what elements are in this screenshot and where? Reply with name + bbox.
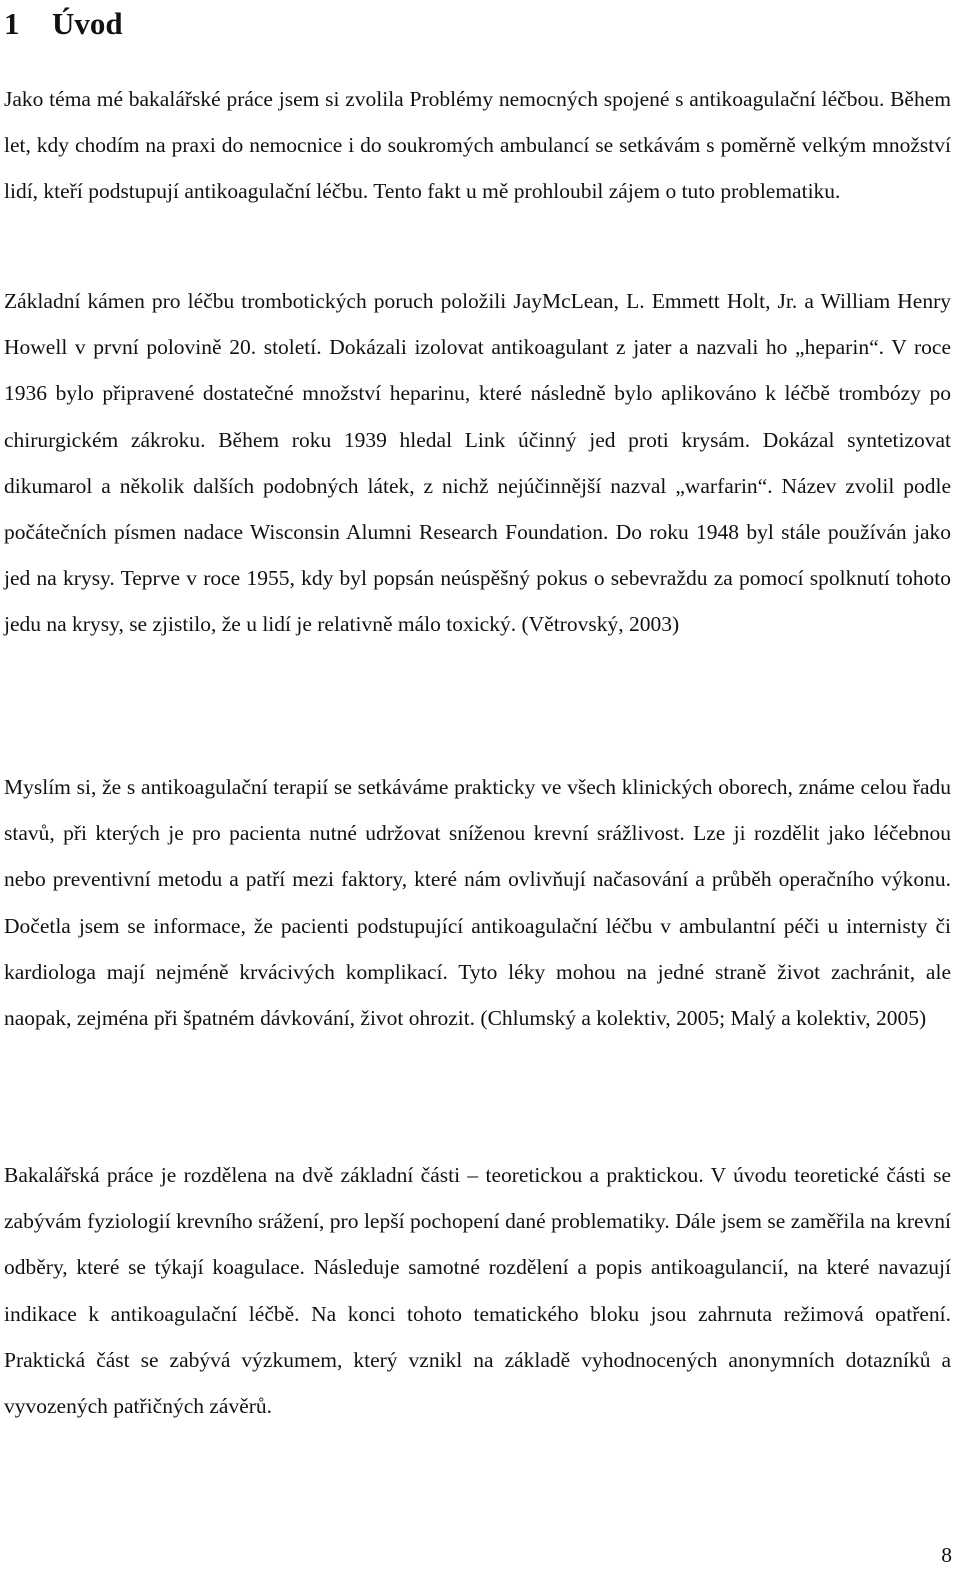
paragraph-clinical-relevance: Myslím si, že s antikoagulační terapií se setkáváme prakticky ve všech klinických oborech, známe celou řadu stavů, při kterých je pro pacienta nutné udržovat sníženou krevní srážlivost. Lze ji rozdělit jako léčebnou nebo preventivní metodu a patří mezi faktory, které nám ovlivňují načasování a průběh operačního výkonu. Dočetla jsem se informace, že pacienti podstupující antikoagulační léčbu v ambulantní péči u internisty či kardiologa mají nejméně krvácivých komplikací. Tyto léky mohou na jedné straně život zachránit, ale naopak, zejména při špatném dávkování, život ohrozit. (Chlumský a kolektiv, 2005; Malý a kolektiv, 2005) bbox=[4, 775, 951, 1031]
chapter-heading bbox=[4, 4, 123, 44]
paragraph-thesis-structure: Bakalářská práce je rozdělena na dvě základní části – teoretickou a praktickou. V úvodu teoretické části se zabývám fyziologií krevního srážení, pro lepší pochopení dané problematiky. Dále jsem se zaměřila na krevní odběry, které se týkají koagulace. Následuje samotné rozdělení a popis antikoagulancií, na které navazují indikace k antikoagulační léčbě. Na konci tohoto tematického bloku jsou zahrnuta režimová opatření. Praktická část se zabývá výzkumem, který vznikl na základě vyhodnocených anonymních dotazníků a vyvozených patřičných závěrů. bbox=[4, 1163, 951, 1419]
chapter-number: 1 bbox=[4, 6, 20, 41]
page-number: 8 bbox=[941, 1543, 952, 1567]
paragraph-topic-choice: Jako téma mé bakalářské práce jsem si zvolila Problémy nemocných spojené s antikoagulační léčbou. Během let, kdy chodím na praxi do nemocnice i do soukromých ambulancí se setkávám s poměrně velkým množství lidí, kteří podstupují antikoagulační léčbu. Tento fakt u mě prohloubil zájem o tuto problematiku. bbox=[4, 87, 951, 204]
paragraph-history: Základní kámen pro léčbu trombotických poruch položili JayMcLean, L. Emmett Holt, Jr. a William Henry Howell v první polovině 20. století. Dokázali izolovat antikoagulant z jater a nazvali ho „heparin“. V roce 1936 bylo připravené dostatečné množství heparinu, které následně bylo aplikováno k léčbě trombózy po chirurgickém zákroku. Během roku 1939 hledal Link účinný jed proti krysám. Dokázal syntetizovat dikumarol a několik dalších podobných látek, z nichž nejúčinnější nazval „warfarin“. Název zvolil podle počátečních písmen nadace Wisconsin Alumni Research Foundation. Do roku 1948 byl stále používán jako jed na krysy. Teprve v roce 1955, kdy byl popsán neúspěšný pokus o sebevraždu za pomocí spolknutí tohoto jedu na krysy, se zjistilo, že u lidí je relativně málo toxický. (Větrovský, 2003) bbox=[4, 289, 951, 637]
chapter-title: Úvod bbox=[52, 6, 123, 41]
